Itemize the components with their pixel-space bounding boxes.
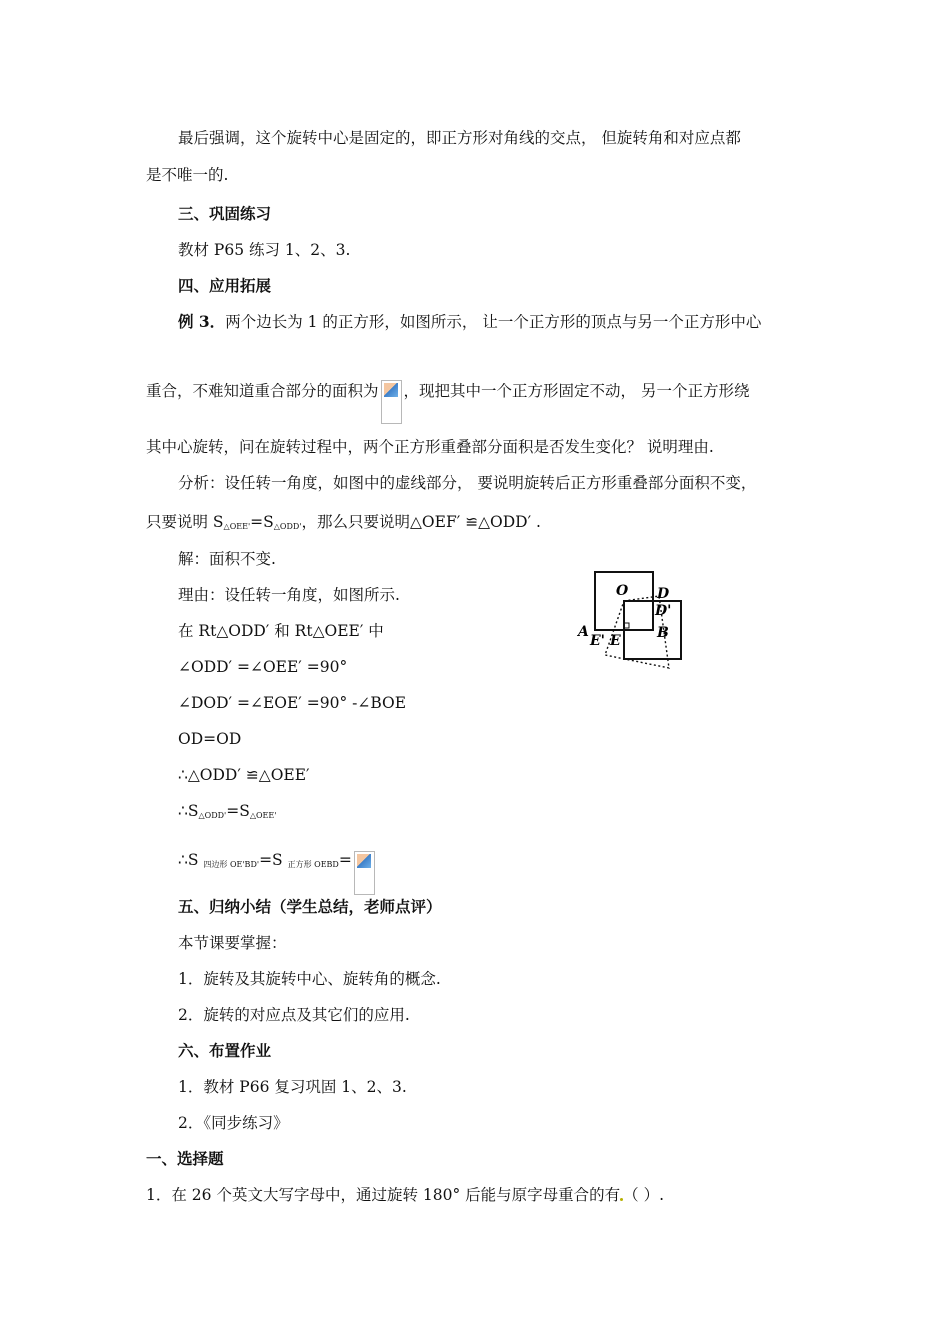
para-text: ∴S — [178, 851, 204, 869]
subscript: 正方形 OEBD — [287, 860, 339, 869]
subscript: △OEE' — [249, 811, 277, 820]
para-text: 只要说明 S — [146, 513, 224, 531]
section-heading: 五、归纳小结（学生总结，老师点评） — [178, 897, 442, 916]
broken-image-icon — [384, 383, 398, 397]
text-line: 教材 P65 练习 1、2、3. — [178, 241, 351, 259]
text-line: 其中心旋转，问在旋转过程中，两个正方形重叠部分面积是否发生变化？ 说明理由. — [146, 438, 714, 456]
proof-line: ∠DOD′ =∠EOE′ =90° -∠BOE — [178, 694, 407, 712]
text-line — [146, 380, 749, 424]
subscript: 四边形 OE'BD' — [203, 860, 260, 869]
text-line: 理由：设任转一角度，如图所示. — [178, 586, 400, 604]
proof-line: 在 Rt△ODD′ 和 Rt△OEE′ 中 — [178, 622, 384, 640]
rotation-squares-figure — [575, 565, 690, 680]
section-heading: 六、布置作业 — [178, 1041, 272, 1060]
text-line — [146, 165, 228, 185]
text-line: 解：面积不变. — [178, 550, 276, 568]
para-text: ∴S — [178, 802, 199, 820]
para-text: （ ）. — [623, 1186, 664, 1204]
list-item: 1．旋转及其旋转中心、旋转角的概念. — [178, 970, 441, 988]
formula-image-placeholder — [381, 380, 402, 424]
text-line: 分析：设任转一角度，如图中的虚线部分， 要说明旋转后正方形重叠部分面积不变， — [178, 474, 757, 492]
subscript: △ODD' — [273, 522, 302, 531]
subscript: △OEE' — [223, 522, 251, 531]
subscript: △ODD' — [198, 811, 227, 820]
text-line: 本节课要掌握： — [178, 934, 287, 952]
question-line — [146, 1185, 664, 1205]
para-text: =S — [226, 802, 250, 820]
para-text: = — [338, 851, 352, 869]
para-text: 1．在 26 个英文大写字母中，通过旋转 180° 后能与原字母重合的有 — [146, 1186, 621, 1204]
broken-image-icon — [357, 854, 371, 868]
list-item: 1．教材 P66 复习巩固 1、2、3. — [178, 1078, 407, 1096]
para-text: 最后强调，这个旋转中心是固定的，即正方形对角线的交点， 但旋转角和对应点都 — [178, 129, 741, 147]
para-text: 两个边长为 1 的正方形，如图所示， 让一个正方形的顶点与另一个正方形中心 — [225, 313, 762, 331]
list-item: 2．旋转的对应点及其它们的应用. — [178, 1006, 410, 1024]
text-line — [178, 128, 741, 148]
proof-line: ∠ODD′ =∠OEE′ =90° — [178, 658, 348, 676]
text-line — [146, 512, 541, 537]
label-O: O — [616, 583, 629, 599]
section-heading: 四、应用拓展 — [178, 276, 272, 295]
para-text: 是不唯一的. — [146, 166, 229, 184]
label-E: E — [610, 633, 621, 649]
proof-line — [178, 801, 276, 826]
example-label: 例 3． — [178, 312, 226, 331]
proof-line: OD=OD — [178, 730, 242, 748]
section-heading: 一、选择题 — [146, 1149, 224, 1168]
para-text: =S — [250, 513, 274, 531]
label-A: A — [578, 624, 589, 640]
label-B: B — [657, 625, 669, 641]
label-D-prime: D' — [655, 603, 672, 619]
para-text: =S — [259, 851, 288, 869]
example-line — [178, 312, 761, 332]
proof-line — [178, 850, 377, 895]
section-heading: 三、巩固练习 — [178, 204, 272, 223]
list-item: 2．《同步练习》 — [178, 1114, 289, 1132]
formula-image-placeholder — [354, 851, 375, 895]
label-D: D — [657, 586, 670, 602]
para-text: ，那么只要说明△OEF′ ≌△ODD′ . — [301, 513, 541, 531]
proof-line: ∴△ODD′ ≌△OEE′ — [178, 766, 310, 784]
label-E-prime: E' — [590, 633, 605, 649]
para-text: ，现把其中一个正方形固定不动， 另一个正方形绕 — [403, 382, 750, 400]
para-text: 重合，不难知道重合部分的面积为 — [146, 382, 379, 400]
